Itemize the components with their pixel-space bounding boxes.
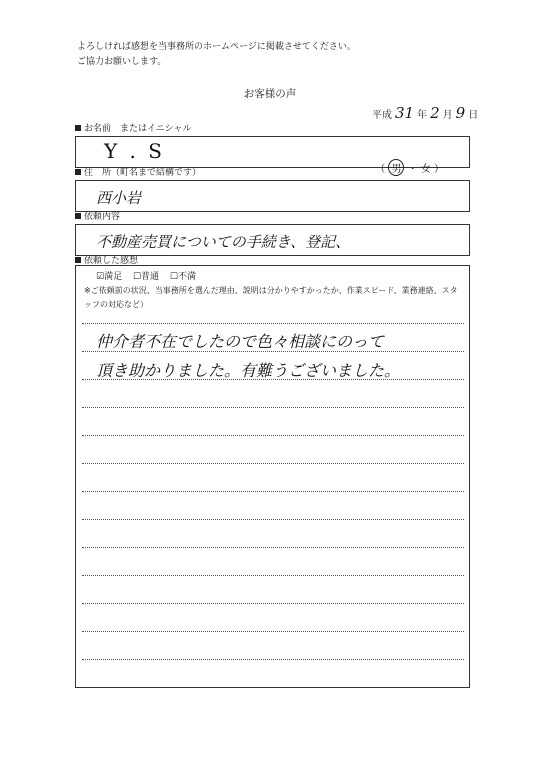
date-day: 9 xyxy=(455,104,466,122)
ruled-line xyxy=(82,491,464,492)
ruled-line xyxy=(82,463,464,464)
ruled-line xyxy=(82,519,464,520)
impression-line-2: 頂き助かりました。有難うございました。 xyxy=(96,361,401,380)
impression-heading-label: 依頼した感想 xyxy=(84,256,139,266)
date-day-unit: 日 xyxy=(468,110,479,121)
gender-close: ） xyxy=(434,164,444,175)
ruled-line xyxy=(82,603,464,604)
address-heading xyxy=(75,166,470,181)
intro-text xyxy=(77,40,356,70)
date-year: 31 xyxy=(395,104,415,122)
bullet-square-icon xyxy=(75,169,81,175)
date-year-unit: 年 xyxy=(417,110,428,121)
ruled-line xyxy=(82,379,464,380)
intro-line-1: よろしければ感想を当事務所のホームページに掲載させてください。 xyxy=(77,42,356,52)
ruled-line xyxy=(82,351,464,352)
bullet-square-icon xyxy=(75,213,81,219)
feedback-form xyxy=(75,122,470,688)
intro-line-2: ご協力お願いします。 xyxy=(77,57,167,67)
address-value: 西小岩 xyxy=(96,189,142,207)
option-normal: ☐普通 xyxy=(132,272,160,282)
name-value: Y . S xyxy=(104,139,165,163)
gender-sep: ・ xyxy=(407,164,418,175)
impression-options xyxy=(96,269,204,282)
gender-open: （ xyxy=(375,164,386,175)
date-month-unit: 月 xyxy=(442,110,453,121)
request-heading-label: 依頼内容 xyxy=(84,212,121,222)
ruled-line xyxy=(82,435,464,436)
address-box xyxy=(75,180,470,212)
request-box xyxy=(75,224,470,256)
gender-male: 男 xyxy=(388,159,404,176)
page-title: お客様の声 xyxy=(243,88,297,100)
impression-line-1: 仲介者不在でしたので色々相談にのって xyxy=(96,332,384,351)
ruled-line xyxy=(82,407,464,408)
impression-box xyxy=(75,265,470,688)
ruled-line xyxy=(82,323,464,324)
ruled-line xyxy=(82,575,464,576)
impression-note: ※ご依頼前の状況、当事務所を選んだ理由、説明は分かりやすかったか、作業スピード、業務連絡、スタッフの対応など） xyxy=(84,286,458,309)
option-dissatisfied: ☐不満 xyxy=(169,272,196,282)
request-value: 不動産売買についての手続き、登記、 xyxy=(96,233,351,251)
ruled-line xyxy=(82,547,464,548)
date-era: 平成 xyxy=(372,110,392,121)
gender-female: 女 xyxy=(420,164,431,175)
ruled-line xyxy=(82,659,464,660)
name-heading-label: お名前 またはイニシャル xyxy=(84,124,192,134)
request-heading xyxy=(75,210,470,225)
ruled-line xyxy=(82,631,464,632)
name-heading xyxy=(75,122,470,137)
date-line xyxy=(372,104,478,122)
option-satisfied: ☑満足 xyxy=(96,272,123,282)
date-month: 2 xyxy=(430,104,440,122)
bullet-square-icon xyxy=(75,257,81,263)
bullet-square-icon xyxy=(75,125,81,131)
address-heading-label: 住 所（町名まで結構です） xyxy=(84,168,202,178)
